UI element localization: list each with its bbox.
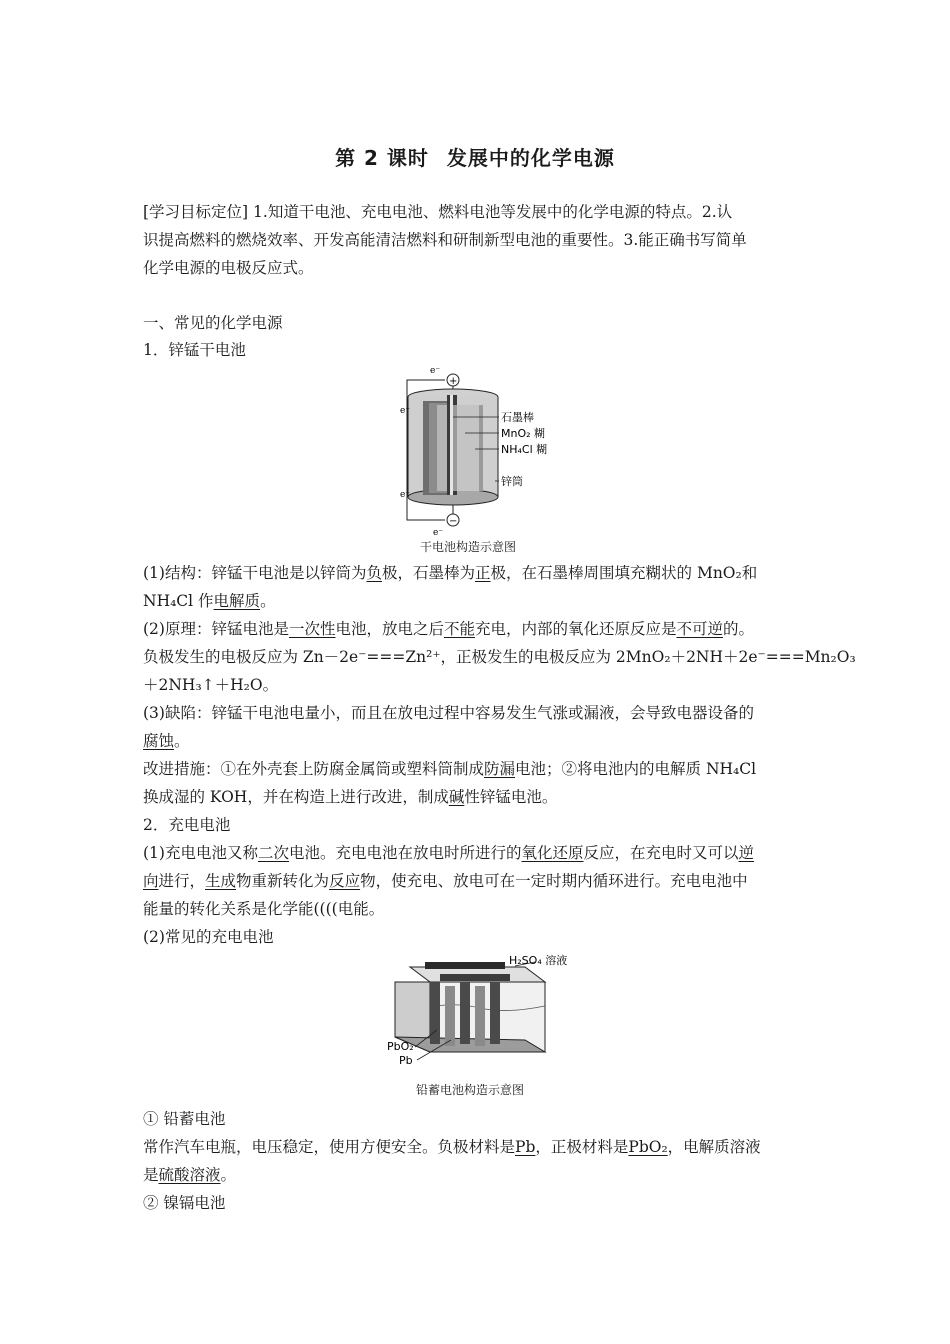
p5-line-1: (1)充电电池又称二次电池。充电电池在放电时所进行的氧化还原反应，在充电时又可以逆 <box>143 844 755 862</box>
p5-line-3: 能量的转化关系是化学能((((电能。 <box>143 900 385 918</box>
fig1-label-graphite: 石墨棒 <box>501 411 534 424</box>
lead-acid-battery-diagram <box>385 952 570 1077</box>
electron-label-bottom: e⁻ <box>433 528 444 538</box>
objectives-label: [学习目标定位] <box>143 203 249 221</box>
p1-line-2: NH₄Cl 作电解质。 <box>143 592 276 610</box>
p3-line-1: (3)缺陷：锌锰干电池电量小，而且在放电过程中容易发生气涨或漏液，会导致电器设备的 <box>143 704 754 722</box>
p7-line-2: 是硫酸溶液。 <box>143 1166 237 1184</box>
p1-line-1: (1)结构：锌锰干电池是以锌筒为负极，石墨棒为正极，在石墨棒周围填充糊状的 MnO₂和 <box>143 564 758 582</box>
electron-label-top: e⁻ <box>430 366 441 376</box>
p2-line-1: (2)原理：锌锰电池是一次性电池，放电之后不能充电，内部的氧化还原反应是不可逆的。 <box>143 620 755 638</box>
fig2-label-pbo2: PbO₂ <box>387 1040 414 1053</box>
title-topic: 发展中的化学电源 <box>446 146 615 170</box>
page-title <box>0 142 950 171</box>
p7-line-1: 常作汽车电瓶，电压稳定，使用方便安全。负极材料是Pb，正极材料是PbO₂，电解质溶液 <box>143 1138 761 1156</box>
sub-heading-lead-acid: ① 铅蓄电池 <box>143 1110 226 1128</box>
item-heading-dry-cell: 1．锌锰干电池 <box>143 341 246 359</box>
fig1-label-mno2: MnO₂ 糊 <box>501 427 546 440</box>
dry-cell-diagram <box>395 365 565 540</box>
item-heading-rechargeable: 2．充电电池 <box>143 816 231 834</box>
fig1-label-nh4cl: NH₄Cl 糊 <box>501 443 548 456</box>
sub-heading-nicd: ② 镍镉电池 <box>143 1194 226 1212</box>
minus-sign: − <box>449 516 458 527</box>
fig2-caption: 铅蓄电池构造示意图 <box>416 1083 525 1097</box>
p2-line-2: 负极发生的电极反应为 Zn－2e⁻===Zn²⁺，正极发生的电极反应为 2MnO₂＋2NH＋2e⁻===Mn₂O₃ <box>143 648 856 666</box>
fig2-label-pb: Pb <box>399 1054 413 1067</box>
plus-sign: + <box>449 376 458 387</box>
p4-line-2: 换成湿的 KOH，并在构造上进行改进，制成碱性锌锰电池。 <box>143 788 558 806</box>
objectives-line-3: 化学电源的电极反应式。 <box>143 259 314 277</box>
p5-line-2: 向进行，生成物重新转化为反应物，使充电、放电可在一定时期内循环进行。充电电池中 <box>143 872 748 890</box>
p4-line-1: 改进措施：①在外壳套上防腐金属筒或塑料筒制成防漏电池；②将电池内的电解质 NH₄Cl <box>143 760 757 778</box>
fig2-label-h2so4: H₂SO₄ 溶液 <box>509 954 568 967</box>
p2-line-3: ＋2NH₃↑＋H₂O。 <box>143 676 279 694</box>
electron-label-left-bottom: e⁻ <box>400 490 411 500</box>
title-lesson: 第 2 课时 <box>335 146 429 170</box>
objectives-line-1: [学习目标定位] 1.知道干电池、充电电池、燃料电池等发展中的化学电源的特点。2.认 <box>143 203 733 221</box>
electron-label-left-top: e⁻ <box>400 406 411 416</box>
fig1-label-zinc: 锌筒 <box>501 475 523 488</box>
section-heading: 一、常见的化学电源 <box>143 314 283 332</box>
p3-line-2: 腐蚀。 <box>143 732 190 750</box>
p6-heading: (2)常见的充电电池 <box>143 928 274 946</box>
objectives-line-2: 识提高燃料的燃烧效率、开发高能清洁燃料和研制新型电池的重要性。3.能正确书写简单 <box>143 231 747 249</box>
fig1-caption: 干电池构造示意图 <box>420 540 517 554</box>
